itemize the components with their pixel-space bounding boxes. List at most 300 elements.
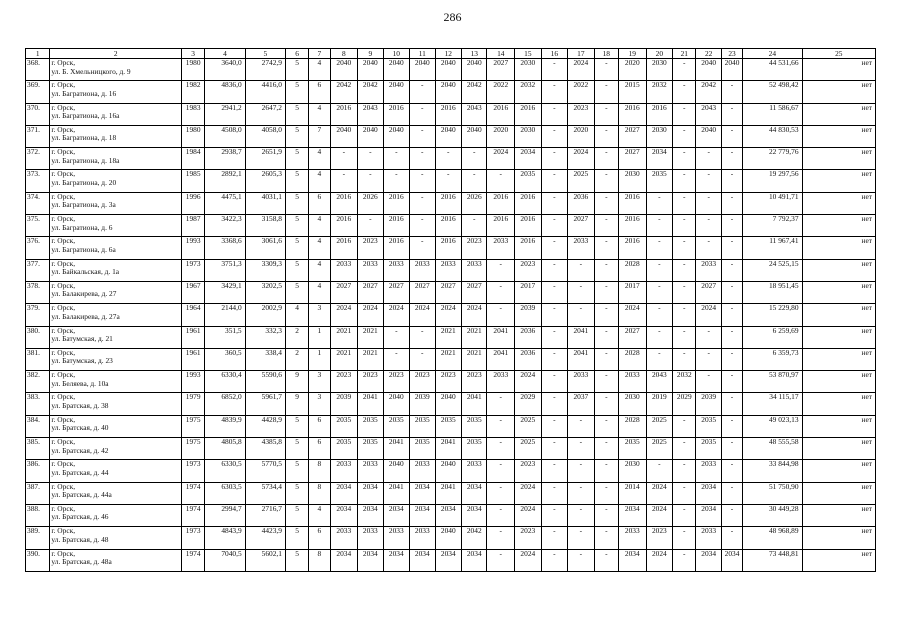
table-cell: 24 525,15 xyxy=(743,259,802,281)
table-cell: - xyxy=(568,482,595,504)
table-cell: - xyxy=(541,549,568,571)
table-cell: 4058,0 xyxy=(245,125,285,147)
table-cell: 2041 xyxy=(568,348,595,370)
table-cell: 4 xyxy=(285,304,308,326)
table-cell: - xyxy=(462,170,487,192)
table-cell: 5770,5 xyxy=(245,460,285,482)
address-city: г. Орск, xyxy=(51,392,76,402)
table-cell: 6 xyxy=(309,192,330,214)
table-cell: 2024 xyxy=(646,482,673,504)
table-cell: 2035 xyxy=(619,438,647,460)
table-cell: 5602,1 xyxy=(245,549,285,571)
table-cell: 2035 xyxy=(330,415,358,437)
address-city: г. Орск, xyxy=(51,169,76,179)
address-cell xyxy=(50,504,182,526)
address-cell xyxy=(50,103,182,125)
table-cell: - xyxy=(410,237,435,259)
address-cell xyxy=(50,326,182,348)
table-cell: 2033 xyxy=(410,527,435,549)
table-cell: 2030 xyxy=(515,125,542,147)
table-cell: 2039 xyxy=(515,304,542,326)
table-cell: 48 968,89 xyxy=(743,527,802,549)
address-cell xyxy=(50,438,182,460)
address-cell xyxy=(50,170,182,192)
table-cell: - xyxy=(673,482,696,504)
table-cell: - xyxy=(696,348,721,370)
table-cell: - xyxy=(568,460,595,482)
table-cell: 4 xyxy=(309,59,330,81)
table-cell: 338,4 xyxy=(245,348,285,370)
table-cell: 2034 xyxy=(358,549,383,571)
table-cell: - xyxy=(541,215,568,237)
table-cell: 2040 xyxy=(358,59,383,81)
address-city: г. Орск, xyxy=(51,326,76,335)
table-row xyxy=(26,415,876,437)
table-cell: 2016 xyxy=(330,215,358,237)
table-cell: 2021 xyxy=(435,348,462,370)
row-number: 379. xyxy=(26,304,50,326)
table-cell: 1961 xyxy=(181,348,204,370)
table-cell: 2036 xyxy=(515,326,542,348)
address-cell xyxy=(50,125,182,147)
table-cell: 4423,9 xyxy=(245,527,285,549)
table-cell: 8 xyxy=(309,482,330,504)
address-city: г. Орск, xyxy=(51,58,76,67)
table-cell: 2036 xyxy=(568,192,595,214)
row-number: 376. xyxy=(26,237,50,259)
table-cell: 2015 xyxy=(619,81,647,103)
table-cell: - xyxy=(410,170,435,192)
table-cell: 4836,0 xyxy=(205,81,245,103)
table-row xyxy=(26,281,876,303)
address-city: г. Орск, xyxy=(51,125,76,134)
table-cell: 2034 xyxy=(462,549,487,571)
table-cell: 2032 xyxy=(673,371,696,393)
table-cell: 2034 xyxy=(515,148,542,170)
table-cell: - xyxy=(696,148,721,170)
table-cell: 2029 xyxy=(515,393,542,415)
table-cell: 2029 xyxy=(673,393,696,415)
table-cell: - xyxy=(594,438,618,460)
table-cell: 2033 xyxy=(383,259,410,281)
table-row xyxy=(26,348,876,370)
table-cell: 2040 xyxy=(435,393,462,415)
table-cell: 2034 xyxy=(696,549,721,571)
table-cell: 2024 xyxy=(462,304,487,326)
table-cell: 2020 xyxy=(487,125,515,147)
table-cell: 2035 xyxy=(435,415,462,437)
table-cell: 2040 xyxy=(383,81,410,103)
table-cell: 1974 xyxy=(181,482,204,504)
table-cell: 4839,9 xyxy=(205,415,245,437)
table-cell: - xyxy=(594,304,618,326)
address-street: ул. Братская, д. 40 xyxy=(51,423,109,433)
table-cell: - xyxy=(721,482,742,504)
table-cell: 2023 xyxy=(435,371,462,393)
table-cell: - xyxy=(721,304,742,326)
table-cell: нет xyxy=(802,527,875,549)
table-cell: 7 xyxy=(309,125,330,147)
table-cell: 2042 xyxy=(358,81,383,103)
table-cell: 2034 xyxy=(646,148,673,170)
table-cell: - xyxy=(673,504,696,526)
table-cell: 2016 xyxy=(383,237,410,259)
table-cell: 4385,8 xyxy=(245,438,285,460)
address-street: ул. Багратиона, д. 20 xyxy=(51,177,117,187)
table-cell: 1973 xyxy=(181,460,204,482)
table-cell: - xyxy=(358,215,383,237)
table-cell: 5 xyxy=(285,59,308,81)
address-cell xyxy=(50,371,182,393)
table-cell: 2041 xyxy=(487,326,515,348)
table-cell: 2716,7 xyxy=(245,504,285,526)
address-cell xyxy=(50,482,182,504)
address-street: ул. Братская, д. 44 xyxy=(51,467,109,477)
table-cell: 2016 xyxy=(330,237,358,259)
table-cell: 2030 xyxy=(515,59,542,81)
table-cell: 2024 xyxy=(568,148,595,170)
table-cell: 2041 xyxy=(435,438,462,460)
table-cell: - xyxy=(673,460,696,482)
table-cell: 2742,9 xyxy=(245,59,285,81)
address-cell xyxy=(50,215,182,237)
table-cell: 5 xyxy=(285,148,308,170)
table-cell: - xyxy=(696,237,721,259)
table-cell: 2042 xyxy=(462,527,487,549)
table-cell: 2034 xyxy=(330,549,358,571)
table-cell: 1980 xyxy=(181,59,204,81)
column-header: 16 xyxy=(541,49,568,59)
table-cell: 2 xyxy=(285,348,308,370)
table-cell: 2033 xyxy=(619,371,647,393)
table-cell: 2035 xyxy=(696,438,721,460)
table-cell: 2027 xyxy=(410,281,435,303)
address-city: г. Орск, xyxy=(51,236,76,246)
table-cell: 34 115,17 xyxy=(743,393,802,415)
column-header: 13 xyxy=(462,49,487,59)
table-cell: 2023 xyxy=(383,371,410,393)
table-cell: 2024 xyxy=(330,304,358,326)
table-cell: - xyxy=(410,125,435,147)
table-cell: - xyxy=(410,348,435,370)
table-cell: 4 xyxy=(309,259,330,281)
table-row xyxy=(26,170,876,192)
column-header: 3 xyxy=(181,49,204,59)
table-cell: 51 750,90 xyxy=(743,482,802,504)
table-cell: 2041 xyxy=(462,393,487,415)
table-cell: 2030 xyxy=(619,393,647,415)
table-cell: 2016 xyxy=(435,237,462,259)
table-cell: 2016 xyxy=(487,192,515,214)
table-cell: 2030 xyxy=(619,170,647,192)
table-cell: 2027 xyxy=(619,148,647,170)
table-cell: - xyxy=(721,326,742,348)
address-street: ул. Братская, д. 46 xyxy=(51,512,109,522)
table-cell: 2021 xyxy=(330,348,358,370)
table-cell: 2039 xyxy=(410,393,435,415)
table-cell: 5 xyxy=(285,170,308,192)
row-number: 388. xyxy=(26,504,50,526)
table-cell: нет xyxy=(802,348,875,370)
address-street: ул. Балакирева, д. 27 xyxy=(51,289,117,299)
table-cell: - xyxy=(410,103,435,125)
table-cell: - xyxy=(541,371,568,393)
table-cell: 2023 xyxy=(515,460,542,482)
table-cell: - xyxy=(646,192,673,214)
table-cell: - xyxy=(696,215,721,237)
table-cell: 4475,1 xyxy=(205,192,245,214)
table-cell: - xyxy=(541,103,568,125)
table-cell: 2021 xyxy=(358,326,383,348)
address-cell xyxy=(50,259,182,281)
address-cell xyxy=(50,281,182,303)
table-cell: 2040 xyxy=(721,59,742,81)
table-cell: 2043 xyxy=(358,103,383,125)
row-number: 385. xyxy=(26,438,50,460)
table-cell: 6 xyxy=(309,81,330,103)
table-cell: 49 023,13 xyxy=(743,415,802,437)
address-street: ул. Багратиона, д. 18 xyxy=(51,133,117,143)
table-cell: 4805,8 xyxy=(205,438,245,460)
column-header: 21 xyxy=(673,49,696,59)
table-cell: 2025 xyxy=(646,415,673,437)
table-cell: 4 xyxy=(309,504,330,526)
table-cell: 2016 xyxy=(435,103,462,125)
table-cell: - xyxy=(673,59,696,81)
table-cell: нет xyxy=(802,103,875,125)
column-header: 12 xyxy=(435,49,462,59)
column-header: 20 xyxy=(646,49,673,59)
table-cell: 2040 xyxy=(358,125,383,147)
table-cell: 5734,4 xyxy=(245,482,285,504)
table-cell: 1 xyxy=(309,348,330,370)
address-city: г. Орск, xyxy=(51,526,76,536)
table-cell: - xyxy=(487,170,515,192)
table-cell: - xyxy=(696,192,721,214)
table-cell: 2035 xyxy=(646,170,673,192)
address-city: г. Орск, xyxy=(51,103,76,112)
table-cell: - xyxy=(721,438,742,460)
address-cell xyxy=(50,304,182,326)
table-cell: 2040 xyxy=(435,527,462,549)
table-cell: 2023 xyxy=(462,237,487,259)
table-cell: 2033 xyxy=(487,237,515,259)
row-number: 382. xyxy=(26,371,50,393)
column-header: 7 xyxy=(309,49,330,59)
table-cell: - xyxy=(673,125,696,147)
table-cell: 1975 xyxy=(181,438,204,460)
table-cell: 2024 xyxy=(515,482,542,504)
column-header: 2 xyxy=(50,49,182,59)
table-cell: - xyxy=(646,304,673,326)
table-cell: 2024 xyxy=(646,549,673,571)
row-number: 369. xyxy=(26,81,50,103)
table-cell: 2023 xyxy=(358,371,383,393)
header-row xyxy=(26,49,876,59)
table-cell: - xyxy=(673,304,696,326)
table-cell: 2040 xyxy=(696,59,721,81)
table-cell: 2040 xyxy=(435,59,462,81)
table-cell: 3309,3 xyxy=(245,259,285,281)
table-cell: 2026 xyxy=(358,192,383,214)
table-cell: 4416,0 xyxy=(245,81,285,103)
table-cell: - xyxy=(541,393,568,415)
table-cell: - xyxy=(435,170,462,192)
table-cell: - xyxy=(721,504,742,526)
table-cell: 2027 xyxy=(358,281,383,303)
table-cell: - xyxy=(487,549,515,571)
table-cell: 2605,3 xyxy=(245,170,285,192)
table-cell: нет xyxy=(802,326,875,348)
table-cell: - xyxy=(541,527,568,549)
table-cell: 2027 xyxy=(619,326,647,348)
table-cell: - xyxy=(646,259,673,281)
table-cell: 2041 xyxy=(383,438,410,460)
row-number: 386. xyxy=(26,460,50,482)
column-header: 23 xyxy=(721,49,742,59)
table-cell: - xyxy=(646,237,673,259)
address-street: ул. Батумская, д. 23 xyxy=(51,356,113,366)
table-cell: 2019 xyxy=(646,393,673,415)
table-cell: - xyxy=(721,393,742,415)
table-cell: 2002,9 xyxy=(245,304,285,326)
table-cell: 2034 xyxy=(410,549,435,571)
address-street: ул. Багратиона, д. 6а xyxy=(51,244,116,254)
table-cell: 2027 xyxy=(568,215,595,237)
table-cell: - xyxy=(330,170,358,192)
table-cell: - xyxy=(487,304,515,326)
table-cell: нет xyxy=(802,192,875,214)
column-header: 15 xyxy=(515,49,542,59)
table-cell: - xyxy=(541,170,568,192)
table-cell: - xyxy=(541,304,568,326)
table-cell: 2016 xyxy=(619,192,647,214)
table-cell: 2033 xyxy=(330,527,358,549)
row-number: 383. xyxy=(26,393,50,415)
table-cell: 2024 xyxy=(435,304,462,326)
table-row xyxy=(26,482,876,504)
table-cell: 5590,6 xyxy=(245,371,285,393)
table-cell: 1983 xyxy=(181,103,204,125)
table-cell: 2016 xyxy=(619,237,647,259)
table-cell: 2034 xyxy=(358,504,383,526)
row-number: 373. xyxy=(26,170,50,192)
table-cell: - xyxy=(358,148,383,170)
table-cell: 2035 xyxy=(696,415,721,437)
table-cell: 2938,7 xyxy=(205,148,245,170)
table-cell: 2033 xyxy=(568,237,595,259)
table-cell: - xyxy=(541,326,568,348)
address-city: г. Орск, xyxy=(51,281,76,290)
table-cell: нет xyxy=(802,415,875,437)
table-cell: - xyxy=(594,348,618,370)
address-city: г. Орск, xyxy=(51,459,76,469)
row-number: 387. xyxy=(26,482,50,504)
table-cell: - xyxy=(568,527,595,549)
table-cell: - xyxy=(541,81,568,103)
table-cell: 4 xyxy=(309,148,330,170)
address-street: ул. Багратиона, д. 3а xyxy=(51,200,116,210)
table-cell: 2023 xyxy=(515,527,542,549)
table-cell: 2042 xyxy=(462,81,487,103)
table-cell: - xyxy=(673,81,696,103)
table-cell: 2023 xyxy=(358,237,383,259)
table-row xyxy=(26,81,876,103)
table-cell: 2024 xyxy=(619,304,647,326)
table-cell: 2040 xyxy=(383,460,410,482)
row-number: 368. xyxy=(26,59,50,81)
table-cell: 2040 xyxy=(330,125,358,147)
table-cell: - xyxy=(487,527,515,549)
table-cell: - xyxy=(487,482,515,504)
table-cell: - xyxy=(594,504,618,526)
table-cell: 351,5 xyxy=(205,326,245,348)
table-cell: - xyxy=(487,415,515,437)
table-cell: - xyxy=(594,415,618,437)
table-cell: 2028 xyxy=(619,348,647,370)
table-cell: 2034 xyxy=(696,504,721,526)
table-cell: 2035 xyxy=(410,415,435,437)
column-header: 10 xyxy=(383,49,410,59)
table-cell: - xyxy=(594,215,618,237)
table-cell: - xyxy=(721,170,742,192)
table-cell: 4 xyxy=(309,237,330,259)
table-cell: 2016 xyxy=(515,192,542,214)
table-cell: 2021 xyxy=(462,326,487,348)
table-cell: 2651,9 xyxy=(245,148,285,170)
table-cell: 4843,9 xyxy=(205,527,245,549)
table-cell: 1973 xyxy=(181,259,204,281)
table-cell: 2016 xyxy=(435,215,462,237)
table-cell: 2040 xyxy=(435,460,462,482)
table-cell: - xyxy=(410,192,435,214)
table-cell: 2022 xyxy=(568,81,595,103)
table-cell: 2016 xyxy=(487,103,515,125)
table-cell: - xyxy=(594,371,618,393)
table-cell: 2032 xyxy=(515,81,542,103)
table-cell: 2028 xyxy=(619,259,647,281)
table-cell: 2034 xyxy=(410,482,435,504)
table-cell: 2027 xyxy=(696,281,721,303)
table-cell: 2034 xyxy=(462,482,487,504)
address-cell xyxy=(50,415,182,437)
table-cell: 1961 xyxy=(181,326,204,348)
address-street: ул. Братская, д. 44а xyxy=(51,490,112,500)
table-cell: 5 xyxy=(285,259,308,281)
table-cell: - xyxy=(541,281,568,303)
table-cell: - xyxy=(594,81,618,103)
table-row xyxy=(26,215,876,237)
table-cell: - xyxy=(541,482,568,504)
table-cell: 2025 xyxy=(568,170,595,192)
table-cell: 2030 xyxy=(646,59,673,81)
row-number: 381. xyxy=(26,348,50,370)
table-cell: 5 xyxy=(285,504,308,526)
table-cell: - xyxy=(330,148,358,170)
table-cell: - xyxy=(594,259,618,281)
table-cell: 2032 xyxy=(646,81,673,103)
table-cell: 5 xyxy=(285,549,308,571)
address-street: ул. Братская, д. 48 xyxy=(51,534,109,544)
address-street: ул. Байкальская, д. 1а xyxy=(51,267,120,277)
table-cell: 1993 xyxy=(181,237,204,259)
row-number: 372. xyxy=(26,148,50,170)
table-row xyxy=(26,59,876,81)
table-cell: 3751,3 xyxy=(205,259,245,281)
address-cell xyxy=(50,148,182,170)
table-cell: 5 xyxy=(285,81,308,103)
table-cell: нет xyxy=(802,438,875,460)
